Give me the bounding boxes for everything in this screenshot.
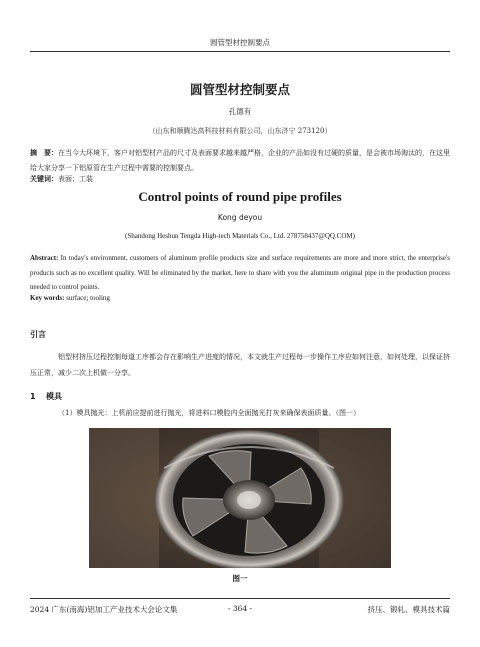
author-cn: 孔德有 [228,107,252,116]
paper-title-cn: 圆管型材控制要点 [189,82,290,97]
keywords-cn [30,174,450,184]
abstract-text-cn: 在当今大环境下，客户对铝型材产品的尺寸及表面要求越来越严格，企业的产品如没有过硬的质量，是会被市场淘汰的，在这里给大家分享一下铝原管在生产过程中需要的控制要点。 [30,149,450,172]
mold-polishing-paragraph: （1）模具抛光：上机前应提前进行抛光，将进料口模腔内全面抛光打灰来确保表面质量。（图一） [58,409,360,417]
keywords-label-cn: 关键词： [30,175,58,183]
intro-paragraph: 铝型材挤压过程控制每道工序都会存在影响生产进度的情况，本文就生产过程每一步操作工序应如何注意，如何处理，以保证挤压正常，减少二次上机做一分享。 [30,353,450,377]
figure-1-photo [89,428,391,568]
section-1-heading [30,391,62,402]
keywords-text-cn: 表面；工装 [58,175,93,183]
section-number: 1 [30,392,36,401]
footer-proceedings-title: 2024 广东(南海)铝加工产业技术大会论文集 [30,605,178,614]
footer-rule [30,598,450,599]
author-en: Kong deyou [217,213,263,222]
paper-title-en: Control points of round pipe profiles [138,189,342,204]
abstract-en [30,251,450,295]
abstract-cn [30,146,450,176]
header-rule [30,51,450,52]
affiliation-en: (Shandong Heshun Tengda High-tech Materials Co., Ltd. 278758437@QQ.COM) [125,232,355,240]
keywords-text-en: surface; tooling [64,294,110,302]
footer-section-name: 挤压、锻轧、模具技术篇 [367,605,450,614]
abstract-text-en: In today's environment, customers of aluminum profile products size and surface requirements are more and more strict, the enterprise's products such as no excellent quality. Will be eliminated by the market, here to share with you the aluminum original pipe in the production process needed to control points. [30,254,450,291]
section-title: 模具 [46,392,62,401]
abstract-label-en: Abstract: [30,254,59,262]
intro-heading: 引言 [30,330,46,339]
die-photo-image [89,428,391,568]
figure-caption: 图一 [232,574,248,583]
running-header: 圆管型材控制要点 [210,38,270,47]
page-number: - 364 - [227,604,253,613]
affiliation-cn: （山东和顺腾达高科技材料有限公司，山东济宁 273120） [148,127,332,135]
keywords-label-en: Key words: [30,294,65,302]
keywords-en [30,294,450,302]
abstract-label-cn: 摘 要： [30,149,58,157]
